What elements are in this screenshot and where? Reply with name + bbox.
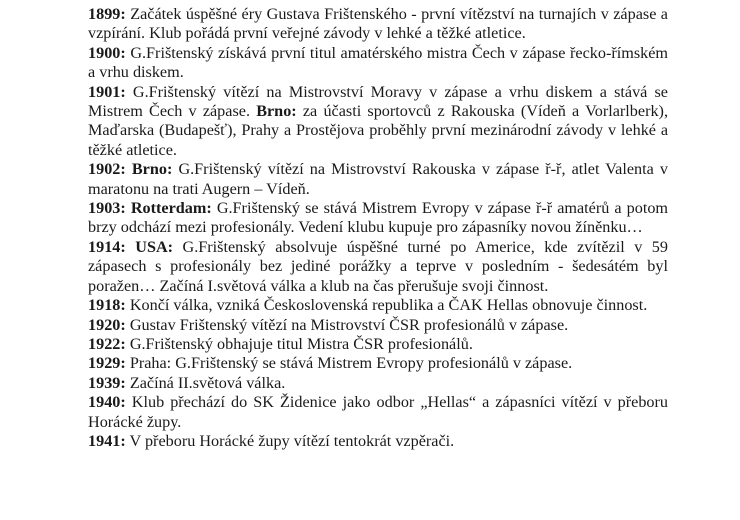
timeline-entry-1901: [88, 83, 668, 161]
timeline-entry-1920: [88, 316, 668, 335]
entry-year: 1920:: [88, 315, 126, 334]
entry-year: 1940:: [88, 393, 126, 412]
timeline-entry-1902: [88, 160, 668, 199]
entry-place: Rotterdam:: [125, 199, 212, 218]
entry-year: 1899:: [88, 5, 126, 23]
entry-year: 1914:: [88, 237, 126, 256]
entry-year: 1939:: [88, 373, 126, 392]
entry-text: Začátek úspěšné éry Gustava Frištenského - první vítězství na turnajích v zápase a vzpírání. Klub pořádá první veřejné závody v lehké a těžké atletice.: [88, 5, 668, 43]
entry-year: 1922:: [88, 334, 126, 353]
entry-text: Klub přechází do SK Židenice jako odbor „Hellas“ a zápasníci vítězí v přeboru Horácké župy.: [88, 393, 668, 431]
timeline-entry-1929: [88, 354, 668, 373]
document-page: [88, 0, 668, 451]
entry-place: Brno:: [125, 160, 173, 179]
entry-text: Gustav Frištenský vítězí na Mistrovství ČSR profesionálů v zápase.: [125, 315, 569, 334]
entry-year: 1929:: [88, 354, 126, 373]
timeline-entry-1941: [88, 432, 668, 451]
timeline-entry-1918: [88, 296, 668, 315]
entry-year: 1901:: [88, 82, 126, 101]
entry-text: G.Frištenský vítězí na Mistrovství Rakouska v zápase ř-ř, atlet Valenta v maratonu na trati Augern – Vídeň.: [88, 160, 668, 198]
entry-place: Brno:: [256, 102, 297, 121]
entry-text: G.Frištenský absolvuje úspěšné turné po Americe, kde zvítězil v 59 zápasech s profesionály bez jediné porážky a teprve v posledním - šedesátém byl poražen… Začíná I.světová válka a klub na čas přerušuje svoji činnost.: [88, 237, 668, 295]
entry-year: 1902:: [88, 160, 126, 179]
timeline-entry-1903: [88, 199, 668, 238]
entry-text: Začíná II.světová válka.: [125, 373, 286, 392]
timeline-entry-1914: [88, 238, 668, 296]
timeline-entry-1922: [88, 335, 668, 354]
entry-text: Praha: G.Frištenský se stává Mistrem Evropy profesionálů v zápase.: [125, 354, 573, 373]
entry-text: V přeboru Horácké župy vítězí tentokrát vzpěrači.: [125, 431, 455, 450]
entry-text-continued: za účasti sportovců z Rakouska (Vídeň a Vorlarlberk), Maďarska (Budapešť), Prahy a Prostějova proběhly první mezinárodní závody v lehké a těžké atletice.: [88, 102, 668, 159]
timeline-entry-1940: [88, 393, 668, 432]
entry-text: Končí válka, vzniká Československá republika a ČAK Hellas obnovuje činnost.: [125, 296, 648, 315]
entry-year: 1900:: [88, 43, 126, 62]
entry-text: G.Frištenský obhajuje titul Mistra ČSR profesionálů.: [125, 334, 473, 353]
entry-text: G.Frištenský vítězí na Mistrovství Moravy v zápase a vrhu diskem a stává se Mistrem Čech v zápase.: [88, 82, 668, 121]
timeline-entry-1899: [88, 5, 668, 44]
entry-text: G.Frištenský se stává Mistrem Evropy v zápase ř-ř amatérů a potom brzy odchází mezi profesionály. Vedení klubu kupuje pro zápasníky novou žíněnku…: [88, 199, 669, 237]
timeline-entry-1939: [88, 374, 668, 393]
entry-place: USA:: [125, 237, 174, 256]
entry-year: 1903:: [88, 199, 126, 218]
entry-text: G.Frištenský získává první titul amatérského mistra Čech v zápase řecko-římském a vrhu diskem.: [88, 43, 668, 82]
timeline-entry-1900: [88, 44, 668, 83]
cut-off-line: [88, 0, 668, 5]
entry-year: 1918:: [88, 296, 126, 315]
entry-year: 1941:: [88, 431, 126, 450]
